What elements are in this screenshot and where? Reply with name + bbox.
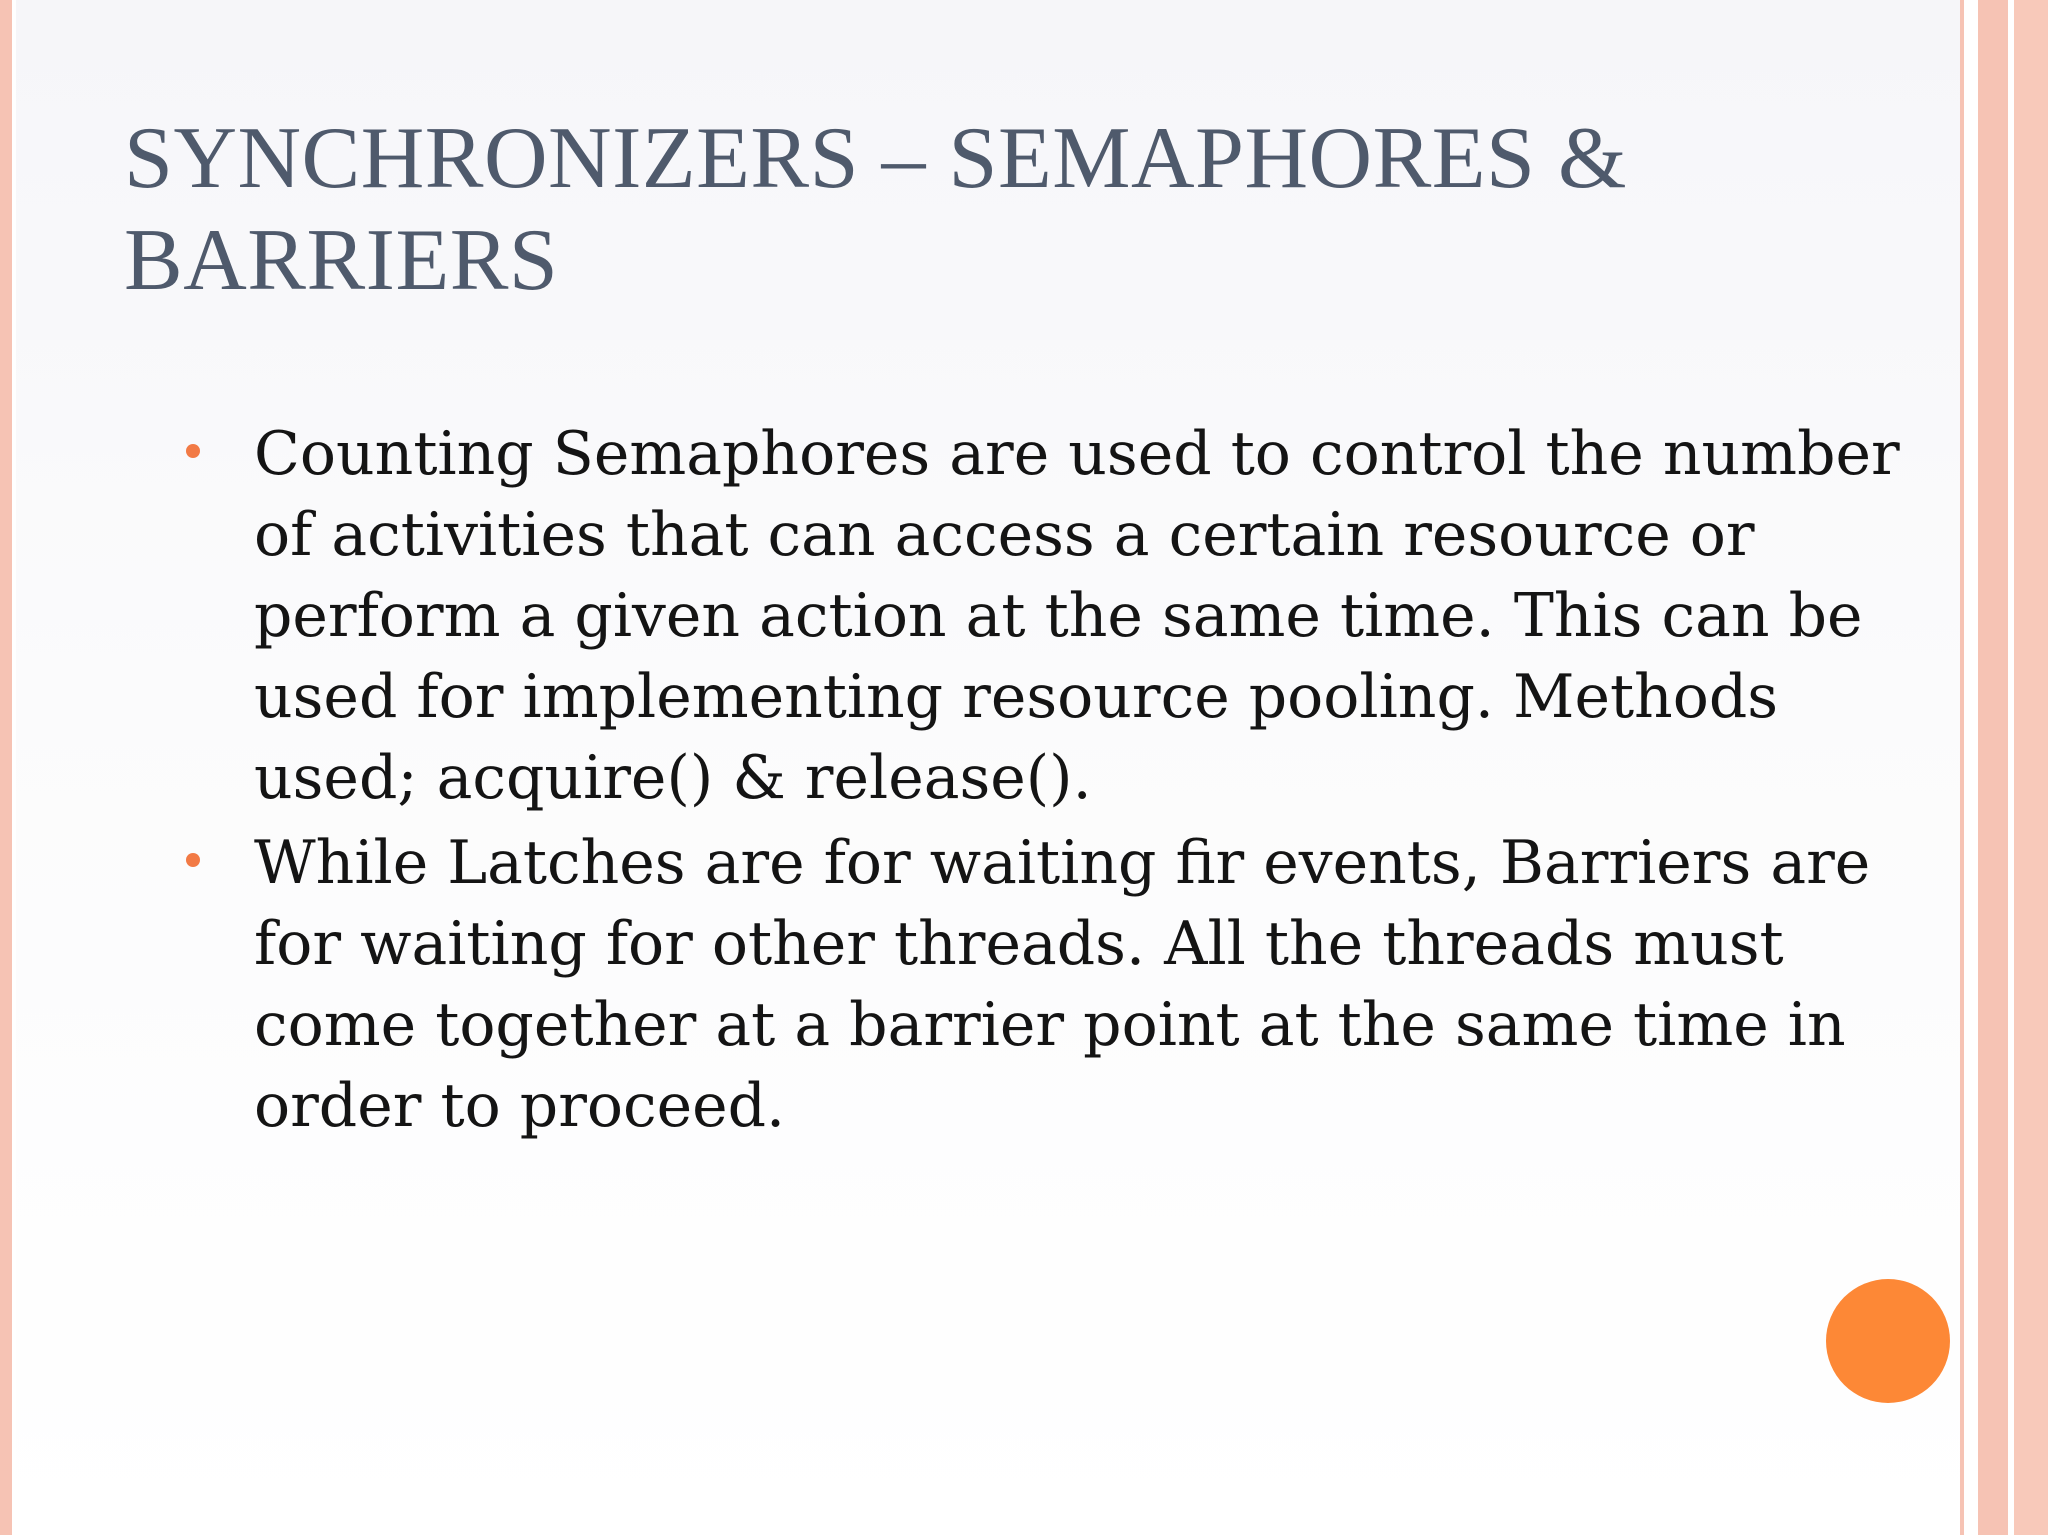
bullet-text: Counting Semaphores are used to control the number of activities that can access a certain resource or perform a given action at the same time. This can be used for implementing resource pooling. Methods used; acquire() & release().: [254, 419, 1900, 813]
left-border-stripe: [0, 0, 12, 1535]
left-border-gap: [12, 0, 16, 1535]
bullet-text: While Latches are for waiting fir events, Barriers are for waiting for other threads. All the threads must come together at a barrier point at the same time in order to proceed.: [254, 828, 1871, 1141]
slide-title: SYNCHRONIZERS – SEMAPHORES & BARRIERS: [124, 110, 1627, 309]
bullet-list: [180, 414, 1940, 1151]
bullet-item: [180, 823, 1940, 1147]
decorative-circle-icon: [1826, 1279, 1950, 1403]
right-border-stripe-wide: [2014, 0, 2048, 1535]
bullet-dot-icon: [186, 853, 200, 867]
right-border-gap: [1964, 0, 1978, 1535]
bullet-dot-icon: [186, 444, 200, 458]
right-border-stripe-medium: [1978, 0, 2008, 1535]
bullet-item: [180, 414, 1940, 819]
